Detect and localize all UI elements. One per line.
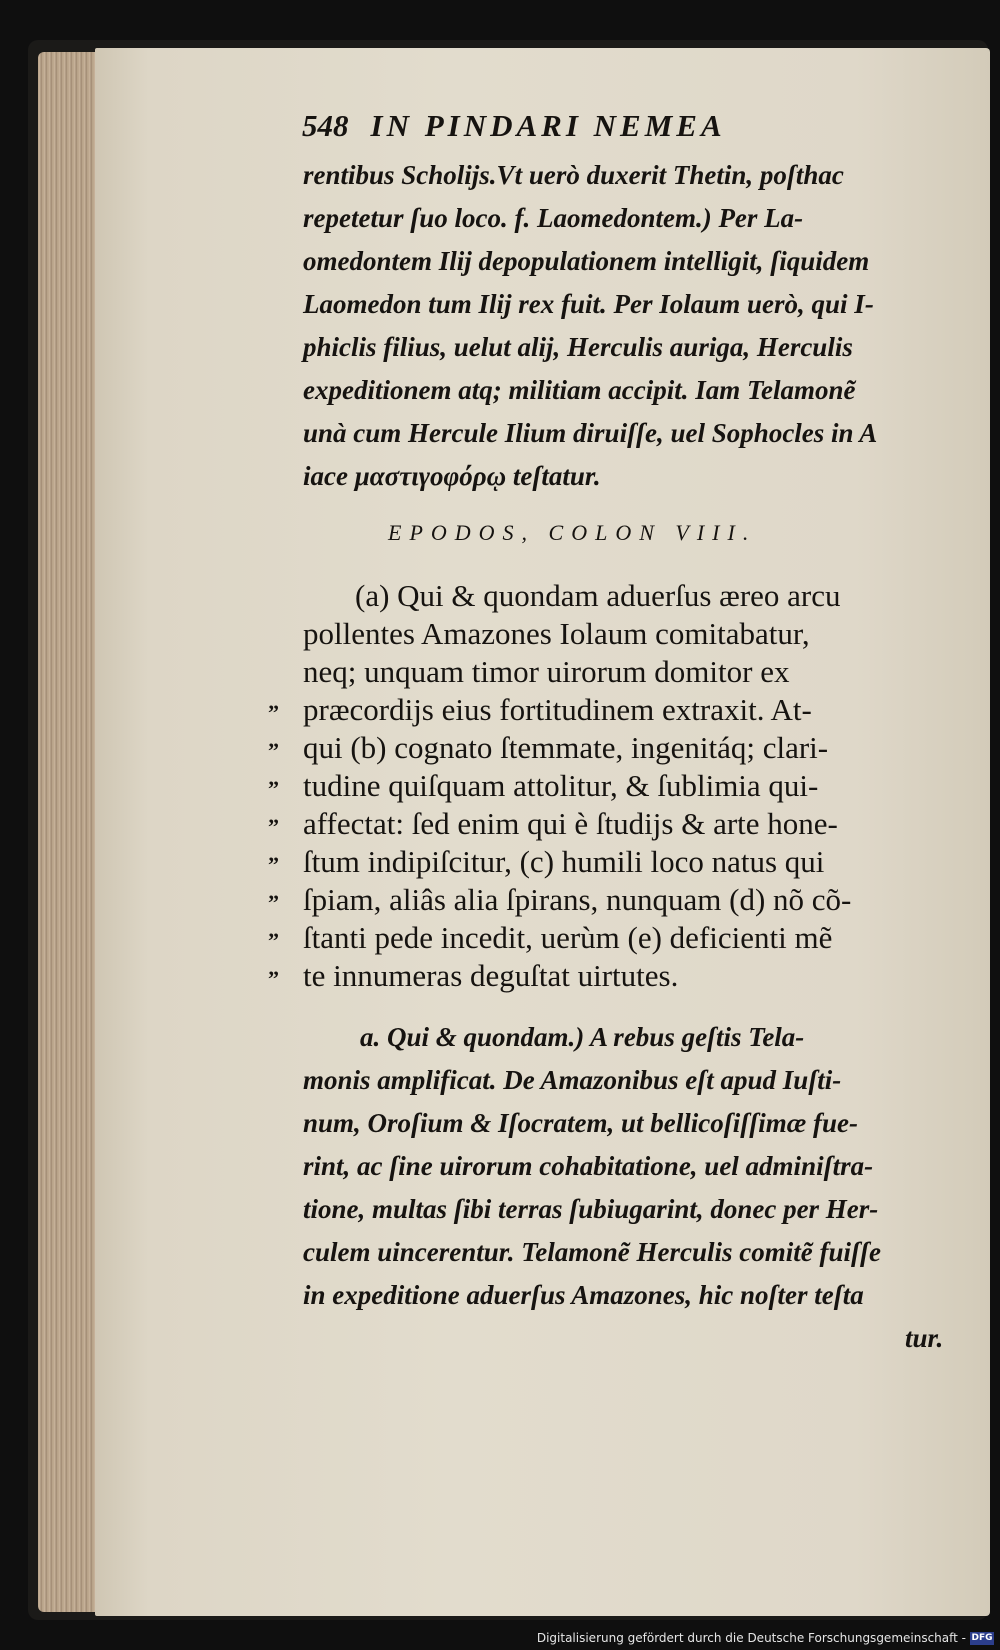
section-title: EPODOS, COLON VIII. xyxy=(388,520,757,545)
page-number: 548 xyxy=(302,108,349,143)
commentary-line: a. Qui & quondam.) A rebus geſtis Tela- xyxy=(360,1022,805,1052)
running-title: IN PINDARI NEMEA xyxy=(370,108,726,143)
verse-line: pollentes Amazones Iolaum comitabatur, xyxy=(303,616,810,651)
funding-credit: Digitalisierung gefördert durch die Deutsche Forschungsgemeinschaft - xyxy=(536,1631,966,1645)
commentary-line: omedontem Ilij depopulationem intelligit, ſiquidem xyxy=(303,246,870,276)
commentary-line: iace μαστιγοφόρῳ teſtatur. xyxy=(303,461,601,491)
verse-line: ſpiam, aliâs alia ſpirans, nunquam (d) nõ cõ- xyxy=(303,882,852,917)
verse-line: neq; unquam timor uirorum domitor ex xyxy=(303,654,790,689)
commentary-line: phiclis filius, uelut alij, Herculis auriga, Herculis xyxy=(303,332,853,362)
commentary-line: expeditionem atq; militiam accipit. Iam Telamonẽ xyxy=(303,375,856,405)
quotation-mark: ” xyxy=(268,738,279,763)
commentary-line: repetetur ſuo loco. f. Laomedontem.) Per La- xyxy=(303,203,804,233)
verse-line: ſtanti pede incedit, uerùm (e) deficienti mẽ xyxy=(303,920,833,955)
commentary-line: tur. xyxy=(905,1323,944,1353)
quotation-mark: ” xyxy=(268,966,279,991)
verse-line: te innumeras deguſtat uirtutes. xyxy=(303,958,679,993)
quotation-mark: ” xyxy=(268,890,279,915)
commentary-line: monis amplificat. De Amazonibus eſt apud Iuſti- xyxy=(303,1065,842,1095)
dfg-logo-icon: DFG xyxy=(971,1633,993,1643)
commentary-line: unà cum Hercule Ilium diruiſſe, uel Sophocles in A xyxy=(303,418,878,448)
commentary-line: culem uincerentur. Telamonẽ Herculis comitẽ fuiſſe xyxy=(303,1237,881,1267)
commentary-line: rint, ac ſine uirorum cohabitatione, uel adminiſtra- xyxy=(303,1151,874,1181)
verse-line: affectat: ſed enim qui è ſtudijs & arte hone- xyxy=(303,806,838,841)
quotation-mark: ” xyxy=(268,776,279,801)
commentary-line: num, Oroſium & Iſocratem, ut bellicoſiſſimæ fue- xyxy=(303,1108,858,1138)
verse-line: tudine quiſquam attolitur, & ſublimia qui- xyxy=(303,768,819,803)
verse-line: qui (b) cognato ſtemmate, ingenitáq; clari- xyxy=(303,730,829,765)
commentary-line: Laomedon tum Ilij rex fuit. Per Iolaum uerò, qui I- xyxy=(303,289,874,319)
commentary-line: tione, multas ſibi terras ſubiugarint, donec per Her- xyxy=(303,1194,879,1224)
quotation-mark: ” xyxy=(268,814,279,839)
quotation-mark: ” xyxy=(268,700,279,725)
quotation-mark: ” xyxy=(268,852,279,877)
verse-line: præcordijs eius fortitudinem extraxit. At- xyxy=(303,692,812,727)
quotation-mark: ” xyxy=(268,928,279,953)
verse-line: (a) Qui & quondam aduerſus æreo arcu xyxy=(355,578,841,613)
verse-line: ſtum indipiſcitur, (c) humili loco natus qui xyxy=(303,844,825,879)
commentary-line: rentibus Scholijs.Vt uerò duxerit Thetin, poſthac xyxy=(303,160,844,190)
page-edges xyxy=(38,52,98,1612)
running-header xyxy=(302,108,726,144)
commentary-line: in expeditione aduerſus Amazones, hic noſter teſta xyxy=(303,1280,864,1310)
